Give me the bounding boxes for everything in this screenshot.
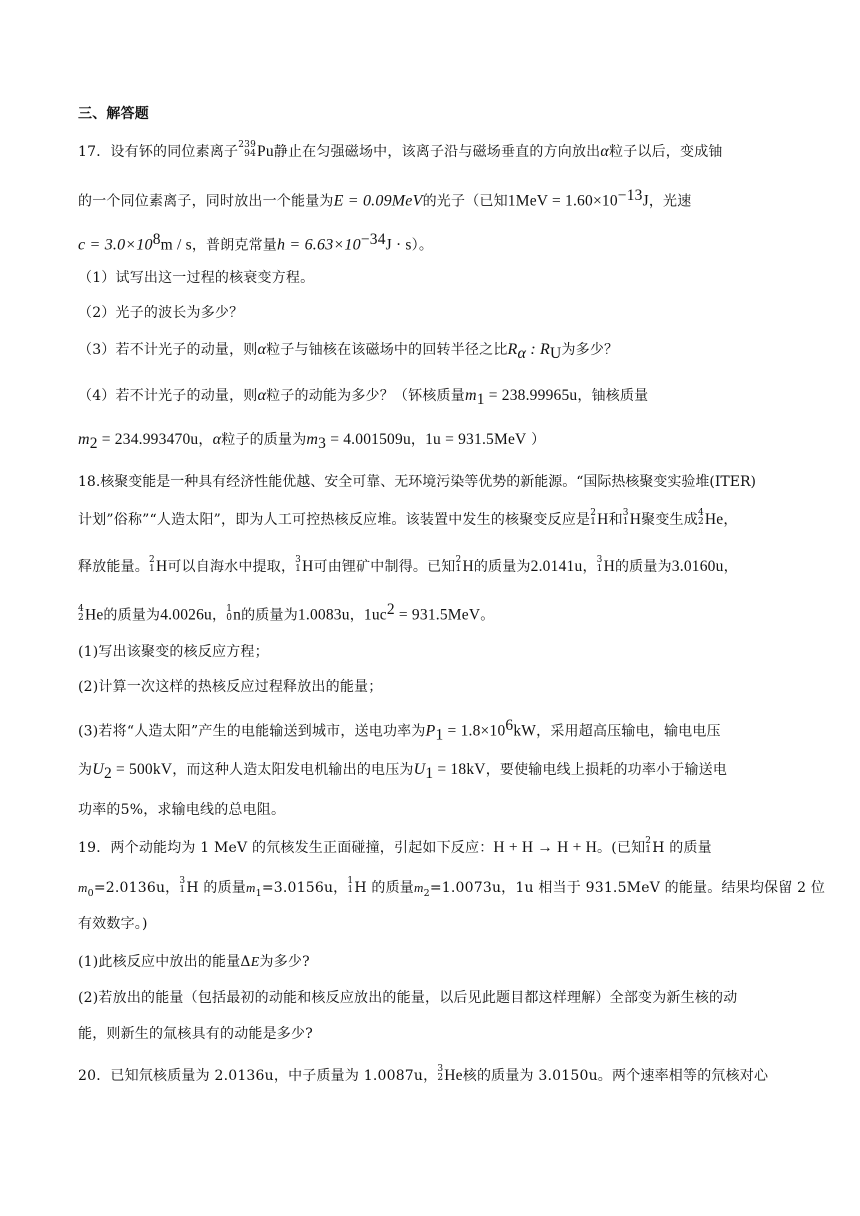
- text-run: 3: [295, 555, 302, 565]
- text-run: 为多少？: [561, 342, 619, 358]
- text-run: 3: [179, 876, 186, 886]
- q18-line-4: [78, 600, 800, 626]
- text-run: 2: [437, 1073, 444, 1083]
- q18-line-3: [78, 557, 800, 577]
- text-run: m / s: [160, 236, 192, 254]
- text-run: E = 0.09MeV: [333, 192, 423, 210]
- text-run: ）。: [411, 237, 434, 254]
- superscript: 6: [505, 717, 514, 734]
- q19-part-2-cont: 能，则新生的氚核具有的动能是多少?: [78, 1026, 313, 1042]
- text-run: R: [507, 341, 518, 358]
- text-run: H: [597, 511, 609, 528]
- q17-part-4: [78, 386, 800, 410]
- text-run: 2: [149, 555, 155, 565]
- text-run: 2: [590, 508, 597, 518]
- text-run: 1: [590, 517, 597, 527]
- text-run: ，: [582, 559, 597, 575]
- text-run: 1MeV = 1.60×10: [507, 192, 618, 210]
- text-run: He: [704, 511, 724, 528]
- text-run: = 18kV: [433, 761, 486, 778]
- text-run: 的质量为: [241, 607, 298, 624]
- isotope-notation: [698, 509, 704, 527]
- superscript: −13: [617, 187, 643, 204]
- text-run: 3: [437, 1064, 444, 1074]
- q18-part-2: (2)计算一次这样的热核反应过程释放出的能量；: [78, 679, 383, 695]
- q17-part-2: （2）光子的波长为多少？: [78, 305, 244, 321]
- isotope-pu: [238, 141, 256, 159]
- q17-part-1: （1）试写出这一过程的核衰变方程。: [78, 270, 315, 286]
- text-run: U: [413, 761, 426, 778]
- text-run: 239: [238, 140, 256, 150]
- text-run: = 1.8×10: [443, 722, 506, 740]
- text-run: J · s: [385, 236, 412, 254]
- q19-line-2: [78, 876, 826, 904]
- q17-line-2: [78, 186, 800, 212]
- text-run: P: [425, 722, 436, 740]
- text-run: 聚变生成: [641, 512, 698, 528]
- text-run: ）: [526, 432, 546, 448]
- text-run: 1: [455, 564, 462, 574]
- text-run: E: [250, 955, 260, 970]
- text-run: 释放能量。: [78, 559, 149, 575]
- text-run: He: [444, 1067, 463, 1084]
- text-run: 可由锂矿中制得。已知: [313, 559, 456, 575]
- text-run: 粒子以后，变成铀: [609, 144, 723, 160]
- text-run: 1: [149, 564, 155, 574]
- text-run: H: [629, 511, 642, 528]
- q18-line-2: [78, 510, 800, 530]
- text-run: = 234.993470u: [97, 431, 199, 448]
- text-run: 2: [645, 836, 652, 846]
- text-run: α: [257, 387, 267, 404]
- text-run: = 931.5MeV: [394, 606, 481, 624]
- text-run: ，要使输电线上损耗的功率小于输送电: [485, 762, 728, 778]
- text-run: ，: [723, 512, 738, 528]
- text-run: 和: [608, 512, 623, 528]
- isotope-notation: [295, 556, 301, 574]
- q18-part-3: [78, 716, 800, 745]
- q19-line-1: [78, 838, 800, 858]
- text-run: 2: [455, 555, 462, 565]
- text-run: H: [302, 558, 314, 575]
- subscript: 2: [89, 434, 98, 452]
- text-run: =1.0073u，1u 相当于 931.5MeV 的能量。结果均保留 2 位: [429, 880, 826, 896]
- text-run: 的质量为: [614, 559, 672, 575]
- text-run: 为: [78, 762, 93, 778]
- text-run: 的质量为: [103, 607, 161, 624]
- text-run: = 238.99965u: [484, 387, 578, 404]
- text-run: 1: [347, 885, 354, 895]
- text-run: 0: [226, 612, 233, 623]
- text-run: 2.0141u: [530, 558, 583, 575]
- text-run: m: [78, 880, 88, 895]
- text-run: =2.0136u，: [93, 880, 180, 896]
- text-run: 1uc: [363, 606, 387, 624]
- isotope-notation: [149, 556, 155, 574]
- text-run: 核的质量为 3.0150u。两个速率相等的氘核对心: [462, 1068, 769, 1084]
- text-run: ，采用超高压输电，输电电压: [536, 723, 721, 740]
- text-run: H: [155, 558, 168, 575]
- text-run: = 4.001509u: [326, 431, 411, 448]
- text-run: 17．设有钚的同位素离子: [78, 144, 239, 160]
- subscript: 1: [425, 764, 434, 782]
- isotope-notation: [347, 877, 353, 895]
- text-run: 94: [244, 149, 256, 159]
- isotope-notation: [78, 605, 84, 623]
- text-run: ，: [410, 432, 426, 448]
- q18-part-3-cont: [78, 760, 800, 784]
- text-run: c = 3.0×10: [78, 236, 153, 254]
- text-run: U: [92, 761, 104, 778]
- subscript: 2: [423, 887, 430, 899]
- text-run: 1.0083u: [297, 606, 350, 624]
- q17-line-3: [78, 230, 800, 256]
- text-run: 1: [622, 517, 629, 527]
- text-run: kW: [513, 722, 537, 740]
- text-run: : R: [526, 341, 551, 358]
- text-run: m: [306, 431, 319, 448]
- text-run: （3）若不计光子的动量，则: [78, 342, 258, 358]
- text-run: 。(已知: [597, 840, 646, 856]
- q19-part-2: (2)若放出的能量（包括最初的动能和核反应放出的能量，以后见此题目都这样理解）全部变为新生核的动: [78, 990, 738, 1006]
- text-run: m: [414, 880, 424, 895]
- text-run: 1u = 931.5MeV: [425, 431, 527, 448]
- text-run: 2: [697, 517, 704, 527]
- text-run: ，而这种人造太阳发电机输出的电压为: [172, 762, 414, 778]
- isotope-notation: [590, 509, 596, 527]
- isotope-notation: [645, 837, 651, 855]
- text-run: 1: [295, 564, 302, 574]
- text-run: 静止在匀强磁场中，该离子沿与磁场垂直的方向放出: [273, 144, 601, 160]
- text-run: 粒子与铀核在该磁场中的回转半径之比: [266, 342, 508, 358]
- text-run: Pu: [257, 143, 274, 160]
- text-run: m: [246, 880, 256, 895]
- text-run: 的一个同位素离子，同时放出一个能量为: [78, 193, 334, 210]
- text-run: 可以自海水中提取，: [167, 559, 296, 575]
- text-run: (3)若将“人造太阳”产生的电能输送到城市，送电功率为: [78, 723, 426, 740]
- text-run: 4.0026u: [160, 606, 213, 624]
- isotope-notation: [226, 605, 232, 623]
- subscript: α: [517, 344, 527, 362]
- text-run: α: [257, 341, 267, 358]
- subscript: 0: [87, 887, 94, 899]
- subscript: 2: [103, 764, 112, 782]
- text-run: m: [464, 387, 477, 404]
- q19-line-3: 有效数字。): [78, 916, 148, 932]
- text-run: = 500kV: [111, 761, 173, 778]
- subscript: 3: [318, 434, 327, 452]
- text-run: 1: [645, 845, 652, 855]
- text-run: H 的质量: [652, 840, 712, 856]
- superscript: −34: [360, 231, 386, 248]
- text-run: h = 6.63×10: [277, 236, 361, 254]
- text-run: 19．两个动能均为 1 MeV 的氘核发生正面碰撞，引起如下反应：: [78, 840, 494, 856]
- subscript: U: [550, 344, 562, 362]
- text-run: 的光子（已知: [422, 193, 508, 210]
- text-run: （4）若不计光子的动量，则: [78, 388, 258, 404]
- text-run: n: [233, 606, 242, 624]
- isotope-notation: [437, 1065, 443, 1083]
- q17-part-3: [78, 340, 800, 364]
- subscript: 1: [255, 887, 262, 899]
- text-run: 的质量为: [473, 559, 531, 575]
- text-run: m: [78, 431, 90, 448]
- text-run: H 的质量: [354, 880, 414, 896]
- text-run: 为多少?: [259, 954, 310, 970]
- text-run: 1: [596, 564, 603, 574]
- text-run: 1: [179, 885, 186, 895]
- text-run: 1: [226, 603, 233, 614]
- text-run: ，: [723, 559, 738, 575]
- text-run: 计划”俗称”“人造太阳”，即为人工可控热核反应堆。该装置中发生的核聚变反应是: [78, 512, 591, 528]
- q18-part-1: (1)写出该聚变的核反应方程；: [78, 644, 269, 660]
- q20-line-1: [78, 1066, 800, 1086]
- text-run: 4: [697, 508, 704, 518]
- text-run: H 的质量: [186, 880, 246, 896]
- text-run: ，普朗克常量: [191, 237, 278, 254]
- text-run: 粒子的质量为: [221, 432, 307, 448]
- text-run: α: [600, 143, 609, 160]
- text-run: J: [642, 192, 649, 210]
- text-run: H: [603, 558, 615, 575]
- q17-part-4-cont: [78, 430, 800, 454]
- q17-line-1: [78, 142, 800, 162]
- text-run: ，: [212, 607, 227, 624]
- text-run: 4: [78, 603, 84, 614]
- text-run: 20．已知氘核质量为 2.0136u，中子质量为 1.0087u，: [78, 1068, 438, 1084]
- text-run: α: [212, 431, 222, 448]
- q18-part-3-end: 功率的5%，求输电线的总电阻。: [78, 802, 286, 818]
- text-run: =3.0156u，: [261, 880, 348, 896]
- text-run: ，光速: [648, 193, 692, 210]
- isotope-notation: [623, 509, 629, 527]
- text-run: 3: [596, 555, 603, 565]
- q18-line-1: 18.核聚变能是一种具有经济性能优越、安全可靠、无环境污染等优势的新能源。“国际热核聚变实验堆(ITER): [78, 474, 756, 490]
- q19-part-1: [78, 952, 800, 973]
- text-run: ，铀核质量: [577, 388, 649, 404]
- isotope-notation: [179, 877, 185, 895]
- superscript: 8: [152, 231, 161, 248]
- text-run: ，: [349, 607, 364, 624]
- isotope-notation: [456, 556, 462, 574]
- q19-reaction: H + H → H + H: [493, 839, 598, 856]
- text-run: H: [462, 558, 474, 575]
- section-title: 三、解答题: [78, 106, 149, 122]
- superscript: 2: [386, 601, 395, 618]
- text-run: 粒子的动能为多少？（钚核质量: [266, 388, 465, 404]
- isotope-notation: [597, 556, 603, 574]
- text-run: 2: [78, 612, 84, 623]
- text-run: (1)此核反应中放出的能量Δ: [78, 954, 251, 970]
- text-run: 。: [480, 607, 495, 624]
- text-run: He: [84, 606, 104, 624]
- subscript: 1: [435, 726, 444, 744]
- text-run: ，: [198, 432, 213, 448]
- subscript: 1: [476, 390, 485, 408]
- text-run: 1: [347, 876, 354, 886]
- text-run: 3: [622, 508, 629, 518]
- text-run: 3.0160u: [671, 558, 724, 575]
